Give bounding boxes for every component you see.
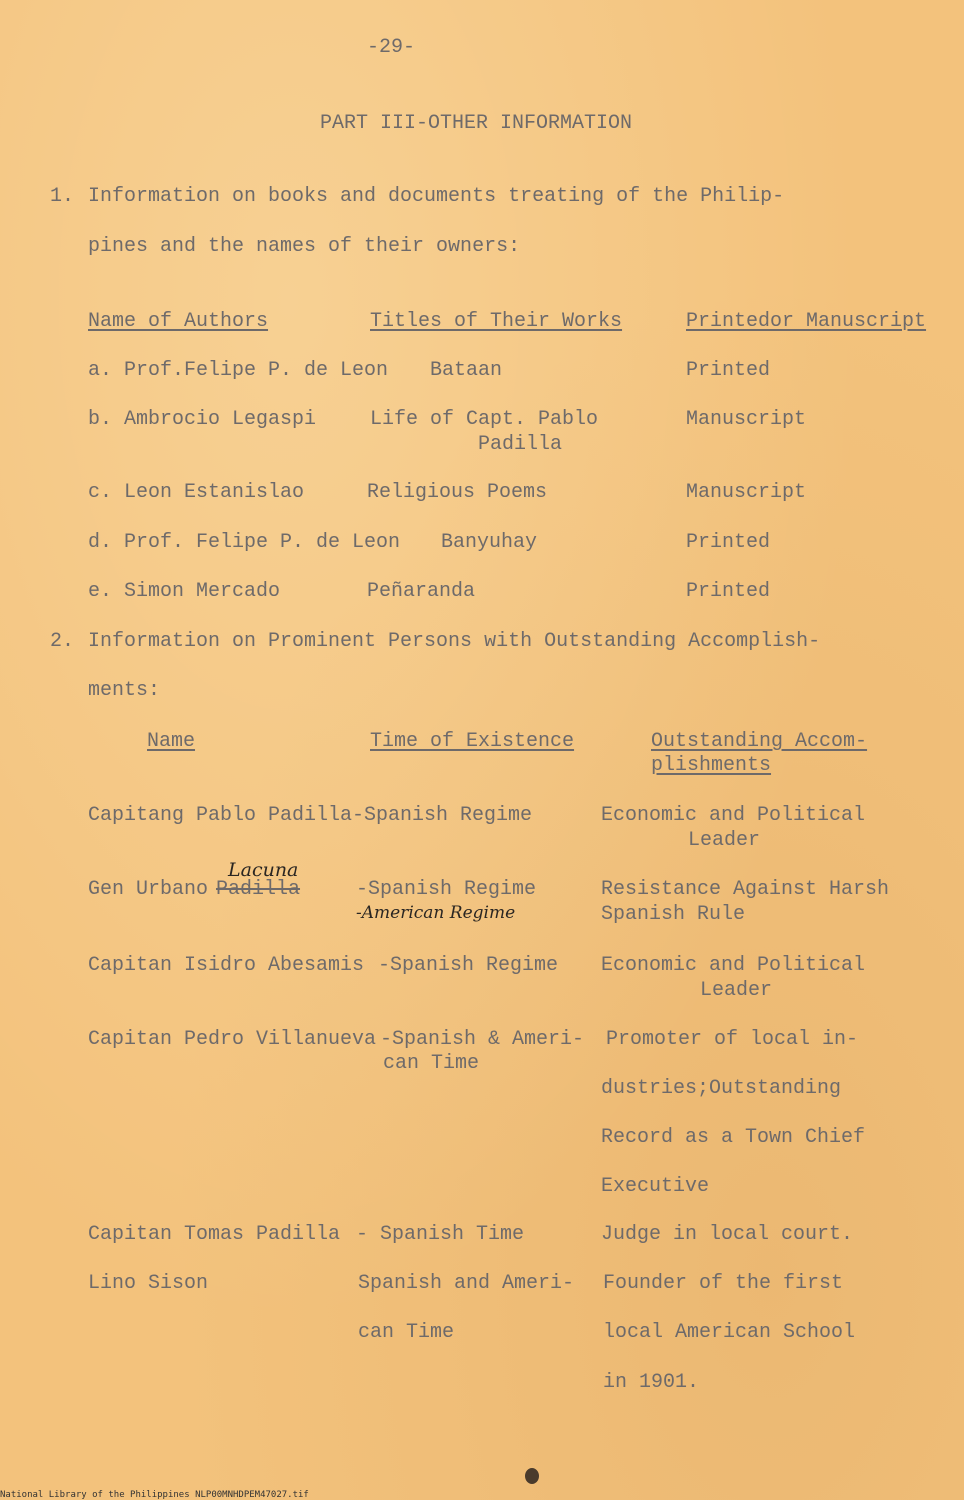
ink-blot — [525, 1468, 539, 1484]
person-accomplishment: Leader — [700, 979, 773, 1002]
person-name: Capitan Isidro Abesamis — [88, 954, 365, 977]
book-type: Printed — [686, 359, 771, 382]
book-title: Banyuhay — [441, 531, 538, 554]
header-accomplishments-line2: plishments — [651, 754, 772, 777]
person-accomplishment: Executive — [601, 1175, 710, 1198]
person-accomplishment: dustries;Outstanding — [601, 1077, 842, 1100]
book-title: Life of Capt. Pablo — [370, 408, 599, 431]
person-accomplishment: Judge in local court. — [601, 1223, 854, 1246]
person-time: Spanish and Ameri- — [358, 1272, 575, 1295]
person-name: Capitang Pablo Padilla — [88, 804, 353, 827]
header-name: Name — [147, 730, 196, 753]
book-type: Manuscript — [686, 408, 807, 431]
section2-intro-line1: Information on Prominent Persons with Outstanding Accomplish- — [88, 630, 821, 653]
person-time: - Spanish Time — [356, 1223, 525, 1246]
person-time-continued: can Time — [383, 1052, 480, 1075]
book-type: Manuscript — [686, 481, 807, 504]
person-accomplishment: local American School — [603, 1321, 856, 1344]
handwritten-correction-name: Lacuna — [228, 859, 299, 881]
book-author: b. Ambrocio Legaspi — [88, 408, 317, 431]
person-accomplishment: Spanish Rule — [601, 903, 746, 926]
person-accomplishment: Economic and Political — [601, 804, 866, 827]
person-accomplishment: Founder of the first — [603, 1272, 844, 1295]
handwritten-correction-time: -American Regime — [356, 903, 516, 923]
header-accomplishments-line1: Outstanding Accom- — [651, 730, 868, 753]
person-name: Capitan Tomas Padilla — [88, 1223, 341, 1246]
book-author: d. Prof. Felipe P. de Leon — [88, 531, 401, 554]
header-authors: Name of Authors — [88, 310, 269, 333]
person-time: -Spanish Regime — [356, 878, 537, 901]
person-accomplishment: Resistance Against Harsh — [601, 878, 890, 901]
header-titles: Titles of Their Works — [370, 310, 623, 333]
person-time-continued: can Time — [358, 1321, 455, 1344]
section2-number: 2. — [50, 630, 75, 653]
book-title: Religious Poems — [367, 481, 548, 504]
book-title-continued: Padilla — [478, 433, 563, 456]
person-accomplishment: Record as a Town Chief — [601, 1126, 866, 1149]
person-accomplishment: Economic and Political — [601, 954, 866, 977]
header-printed-manuscript: Printedor Manuscript — [686, 310, 927, 333]
book-type: Printed — [686, 580, 771, 603]
book-title: Peñaranda — [367, 580, 476, 603]
book-author: c. Leon Estanislao — [88, 481, 305, 504]
person-time: -Spanish Regime — [378, 954, 559, 977]
page-number: -29- — [367, 36, 416, 59]
section1-intro-line2: pines and the names of their owners: — [88, 235, 521, 258]
person-accomplishment: Leader — [688, 829, 761, 852]
person-accomplishment: Promoter of local in- — [606, 1028, 859, 1051]
book-author: e. Simon Mercado — [88, 580, 281, 603]
person-name: Capitan Pedro Villanueva — [88, 1028, 377, 1051]
book-author: a. Prof.Felipe P. de Leon — [88, 359, 389, 382]
book-title: Bataan — [430, 359, 503, 382]
book-type: Printed — [686, 531, 771, 554]
header-time: Time of Existence — [370, 730, 575, 753]
section2-intro-line2: ments: — [88, 679, 161, 702]
section1-intro-line1: Information on books and documents treating of the Philip- — [88, 185, 785, 208]
section1-number: 1. — [50, 185, 75, 208]
part-title: PART III-OTHER INFORMATION — [320, 112, 633, 135]
person-name: Lino Sison — [88, 1272, 209, 1295]
person-name-prefix: Gen Urbano — [88, 878, 209, 901]
person-accomplishment: in 1901. — [603, 1371, 700, 1394]
person-time: -Spanish Regime — [352, 804, 533, 827]
footer-caption: National Library of the Philippines NLP00MNHDPEM47027.tif — [0, 1490, 309, 1500]
struck-name: Padilla — [216, 878, 301, 901]
person-time: -Spanish & Ameri- — [380, 1028, 585, 1051]
